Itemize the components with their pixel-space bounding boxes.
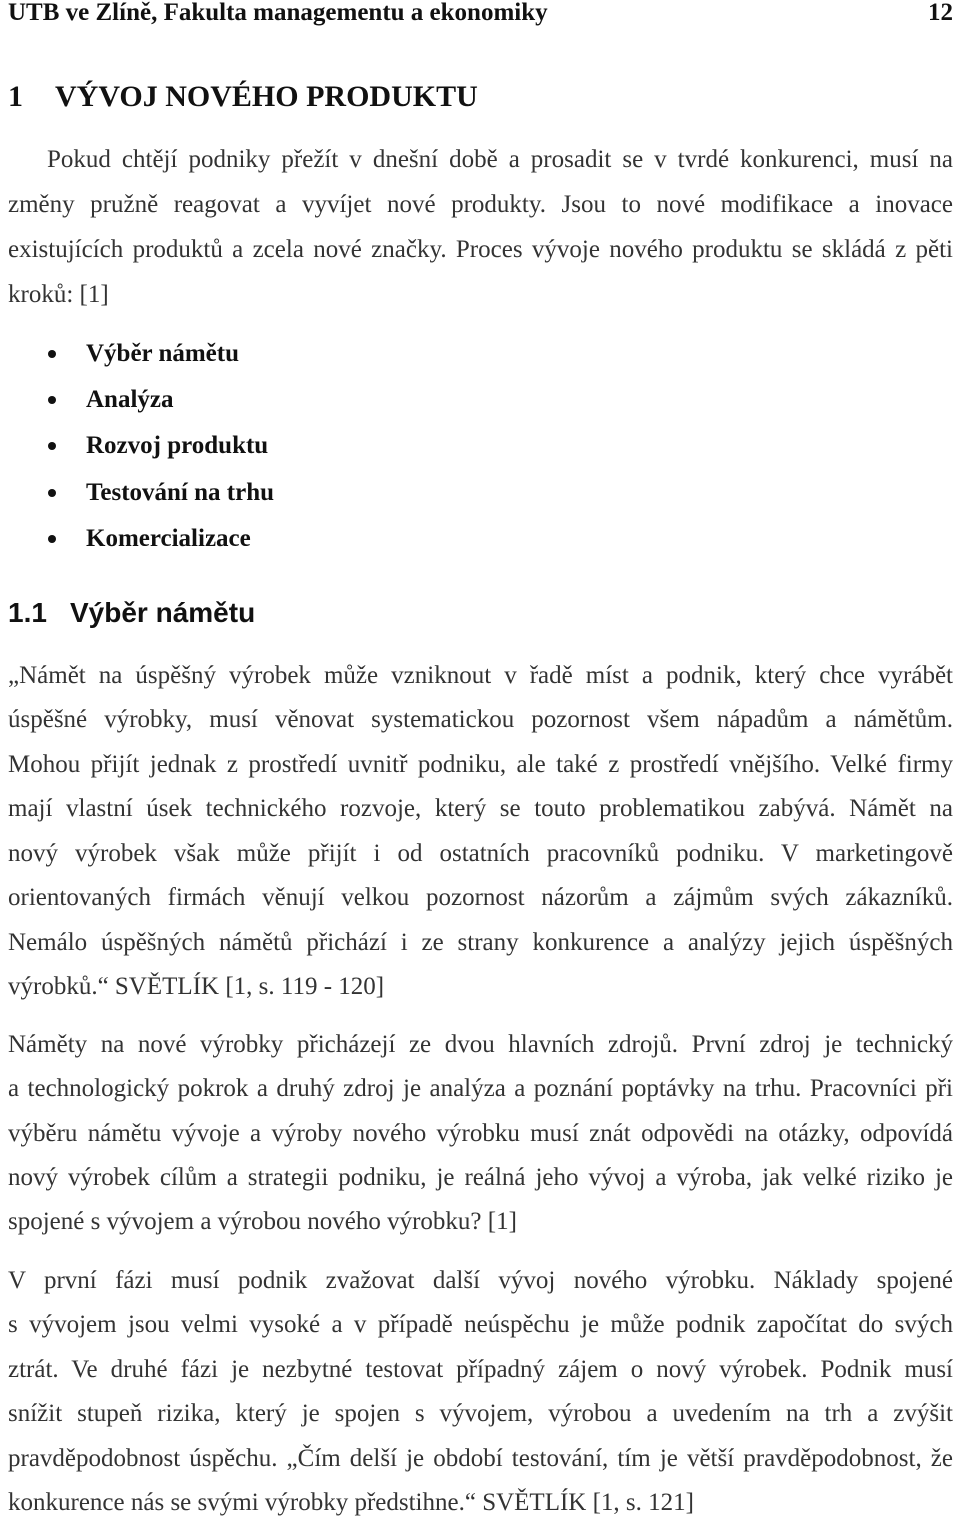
paragraph-line: nový výrobek však může přijít i od ostatních pracovníků podniku. V marketingově bbox=[8, 839, 953, 867]
intro-paragraph bbox=[8, 145, 953, 310]
bullet-icon bbox=[48, 535, 56, 543]
paragraph-line: změny pružně reagovat a vyvíjet nové produkty. Jsou to nové modifikace a inovace bbox=[8, 191, 953, 218]
page-number: 12 bbox=[928, 0, 953, 26]
paragraph-line: s vývojem jsou velmi vysoké a v případě neúspěchu je může podnik započítat do svých bbox=[8, 1311, 953, 1339]
paragraph-line: a technologický pokrok a druhý zdroj je analýza a poznání poptávky na trhu. Pracovníci při bbox=[8, 1075, 953, 1103]
paragraph-line: orientovaných firmách věnují velkou pozornost názorům a zájmům svých zákazníků. bbox=[8, 884, 953, 912]
paragraph-line: Nemálo úspěšných námětů přichází i ze strany konkurence a analýzy jejich úspěšných bbox=[8, 928, 953, 956]
paragraph-line: Mohou přijít jednak z prostředí uvnitř podniku, ale také z prostředí vnějšího. Velké firmy bbox=[8, 750, 953, 778]
list-item-label: Analýza bbox=[86, 386, 174, 414]
paragraph-line: spojené s vývojem a výrobou nového výrobku? [1] bbox=[8, 1208, 517, 1235]
paragraph-line: kroků: [1] bbox=[8, 281, 109, 308]
paragraph-line: V první fázi musí podnik zvažovat další vývoj nového výrobku. Náklady spojené bbox=[8, 1267, 953, 1294]
list-item bbox=[0, 524, 600, 554]
list-item-label: Komercializace bbox=[86, 524, 251, 552]
paragraph-line: Pokud chtějí podniky přežít v dnešní době a prosadit se v tvrdé konkurenci, musí na bbox=[47, 146, 953, 173]
paragraph bbox=[8, 1030, 953, 1237]
bullet-icon bbox=[48, 442, 56, 450]
section-title: Výběr námětu bbox=[70, 597, 256, 628]
paragraph-line: úspěšné výrobky, musí věnovat systematickou pozornost všem nápadům a námětům. bbox=[8, 706, 953, 734]
section-heading bbox=[8, 596, 408, 630]
paragraph bbox=[8, 1266, 953, 1518]
paragraph-line: nový výrobek cílům a strategii podniku, je reálná jeho vývoj a výroba, jak velké riziko je bbox=[8, 1163, 953, 1191]
chapter-heading bbox=[8, 79, 608, 115]
paragraph-line: existujících produktů a zcela nové značky. Proces vývoje nového produktu se skládá z pěti bbox=[8, 236, 953, 263]
running-header bbox=[8, 0, 953, 26]
list-item bbox=[0, 478, 600, 508]
process-steps-list bbox=[0, 339, 600, 554]
section-number: 1.1 bbox=[8, 597, 47, 628]
paragraph-line: pravděpodobnost úspěchu. „Čím delší je období testování, tím je větší pravděpodobnost, že bbox=[8, 1444, 953, 1472]
list-item bbox=[0, 385, 600, 415]
header-title: UTB ve Zlíně, Fakulta managementu a ekonomiky bbox=[8, 0, 548, 26]
list-item-label: Rozvoj produktu bbox=[86, 432, 269, 460]
list-item-label: Výběr námětu bbox=[86, 340, 240, 367]
quote-paragraph bbox=[8, 661, 953, 1002]
paragraph-line: výběru námětu vývoje a výroby nového výrobku musí znát odpovědi na otázky, odpovídá bbox=[8, 1119, 953, 1147]
list-item-label: Testování na trhu bbox=[86, 478, 275, 506]
paragraph-line: „Námět na úspěšný výrobek může vzniknout v řadě míst a podnik, který chce vyrábět bbox=[8, 662, 953, 689]
chapter-number: 1 bbox=[8, 80, 23, 113]
paragraph-line: Náměty na nové výrobky přicházejí ze dvou hlavních zdrojů. První zdroj je technický bbox=[8, 1031, 953, 1058]
chapter-title: VÝVOJ NOVÉHO PRODUKTU bbox=[55, 80, 478, 113]
list-item bbox=[0, 339, 600, 369]
paragraph-line: snížit stupeň rizika, který je spojen s vývojem, výrobou a uvedením na trh a zvýšit bbox=[8, 1400, 953, 1428]
list-item bbox=[0, 431, 600, 461]
bullet-icon bbox=[48, 489, 56, 497]
paragraph-line: ztrát. Ve druhé fázi je nezbytné testovat případný zájem o nový výrobek. Podnik musí bbox=[8, 1355, 953, 1383]
paragraph-line: výrobků.“ SVĚTLÍK [1, s. 119 - 120] bbox=[8, 972, 385, 1000]
paragraph-line: konkurence nás se svými výrobky předstihne.“ SVĚTLÍK [1, s. 121] bbox=[8, 1488, 694, 1516]
bullet-icon bbox=[48, 350, 56, 358]
paragraph-line: mají vlastní úsek technického rozvoje, který se touto problematikou zabývá. Námět na bbox=[8, 795, 953, 823]
bullet-icon bbox=[48, 396, 56, 404]
